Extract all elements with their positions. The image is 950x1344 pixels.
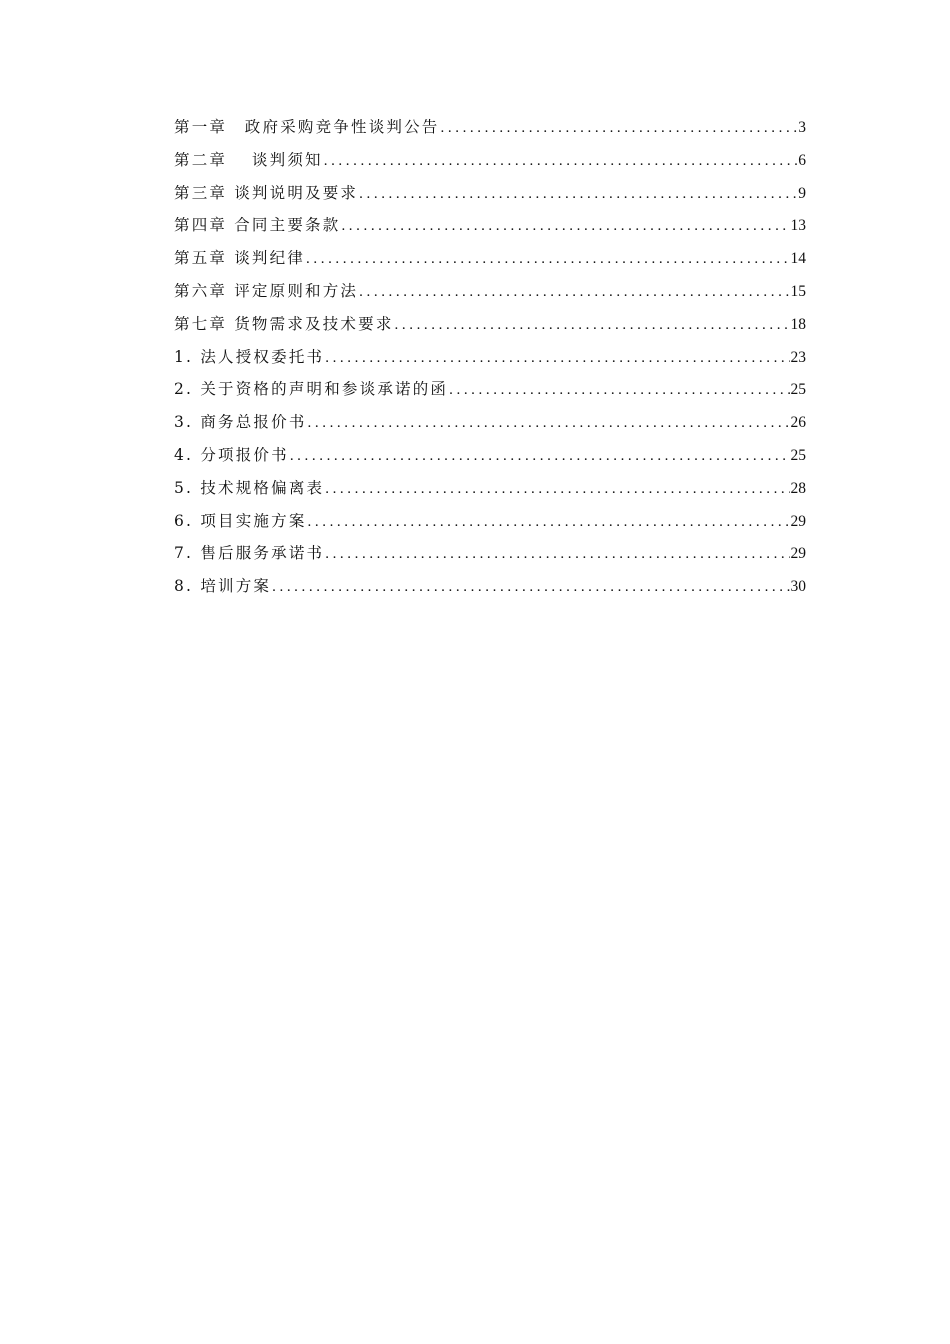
toc-entry-title: 第四章 合同主要条款 xyxy=(174,216,341,235)
toc-entry-page: 30 xyxy=(790,578,806,596)
toc-entry[interactable] xyxy=(174,308,806,341)
toc-entry[interactable] xyxy=(174,439,806,472)
toc-entry-page: 3 xyxy=(798,119,806,136)
toc-entry-page: 15 xyxy=(790,282,806,300)
toc-dot-leader xyxy=(272,571,789,604)
toc-entry[interactable] xyxy=(174,209,806,242)
toc-entry-page: 9 xyxy=(798,184,806,202)
toc-entry[interactable] xyxy=(174,406,806,439)
toc-entry-title: 第六章 评定原则和方法 xyxy=(174,281,359,300)
toc-dot-leader xyxy=(324,145,798,178)
toc-entry-page: 25 xyxy=(790,381,806,399)
toc-entry-page: 18 xyxy=(790,315,806,333)
toc-entry-title: 第一章 政府采购竞争性谈判公告 xyxy=(174,118,440,136)
toc-entry-title: 3. 商务总报价书 xyxy=(174,413,307,432)
toc-dot-leader xyxy=(325,473,789,506)
toc-entry[interactable] xyxy=(174,373,806,406)
toc-entry[interactable] xyxy=(174,111,806,144)
toc-entry[interactable] xyxy=(174,144,806,177)
toc-entry-title: 第五章 谈判纪律 xyxy=(174,249,306,268)
toc-entry-title: 第三章 谈判说明及要求 xyxy=(174,183,359,202)
toc-entry-title: 第七章 货物需求及技术要求 xyxy=(174,314,394,333)
toc-entry[interactable] xyxy=(174,505,806,538)
toc-dot-leader xyxy=(359,276,789,309)
toc-entry-page: 6 xyxy=(798,151,806,169)
toc-dot-leader xyxy=(290,440,790,473)
toc-dot-leader xyxy=(308,506,790,539)
toc-entry-title: 2. 关于资格的声明和参谈承诺的函 xyxy=(174,380,449,399)
toc-dot-leader xyxy=(449,374,789,407)
toc-entry-page: 29 xyxy=(790,512,806,530)
toc-dot-leader xyxy=(306,243,789,276)
toc-dot-leader xyxy=(325,342,789,375)
toc-entry-page: 29 xyxy=(790,545,806,563)
toc-entry-title: 7. 售后服务承诺书 xyxy=(174,544,325,563)
table-of-contents xyxy=(174,111,806,603)
toc-entry-page: 13 xyxy=(790,217,806,235)
toc-dot-leader xyxy=(325,538,789,571)
toc-entry[interactable] xyxy=(174,177,806,210)
toc-entry-page: 14 xyxy=(790,250,806,268)
toc-entry-title: 4. 分项报价书 xyxy=(174,445,289,464)
toc-entry[interactable] xyxy=(174,537,806,570)
toc-entry-title: 6. 项目实施方案 xyxy=(174,511,307,530)
toc-dot-leader xyxy=(341,210,789,243)
toc-entry[interactable] xyxy=(174,341,806,374)
toc-entry-title: 第二章 谈判须知 xyxy=(174,150,323,169)
toc-entry[interactable] xyxy=(174,472,806,505)
toc-entry-page: 28 xyxy=(790,479,806,497)
toc-entry-page: 26 xyxy=(790,414,806,432)
toc-dot-leader xyxy=(359,178,797,211)
toc-entry-title: 5. 技术规格偏离表 xyxy=(174,478,325,497)
toc-entry[interactable] xyxy=(174,242,806,275)
toc-entry-title: 1. 法人授权委托书 xyxy=(174,347,325,366)
toc-entry-page: 25 xyxy=(790,446,806,464)
toc-entry[interactable] xyxy=(174,570,806,603)
toc-entry[interactable] xyxy=(174,275,806,308)
toc-entry-page: 23 xyxy=(790,348,806,366)
toc-dot-leader xyxy=(395,309,790,342)
toc-dot-leader xyxy=(441,112,798,145)
toc-entry-title: 8. 培训方案 xyxy=(174,577,272,596)
toc-dot-leader xyxy=(308,407,790,440)
